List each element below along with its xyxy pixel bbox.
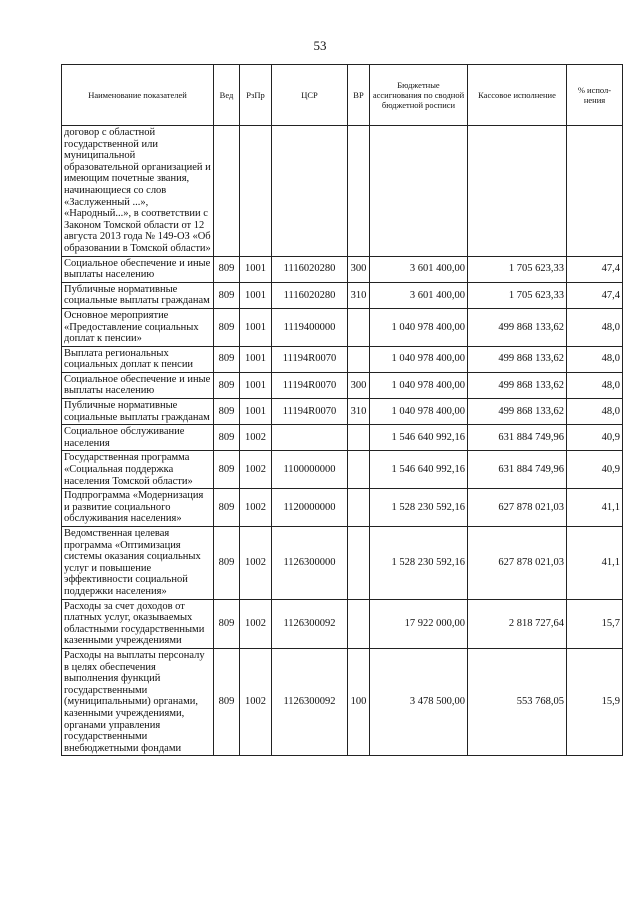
cell-pct: 48,0	[567, 346, 623, 372]
cell-name: Основное мероприятие «Предоставление социальных доплат к пенсии»	[62, 308, 214, 346]
cell-pct: 47,4	[567, 256, 623, 282]
cell-ved: 809	[214, 648, 240, 755]
table-row	[62, 648, 623, 755]
cell-csr: 1126300092	[272, 599, 348, 648]
header-pct: % испол-нения	[567, 65, 623, 126]
cell-cash: 499 868 133,62	[468, 399, 567, 425]
table-row	[62, 308, 623, 346]
cell-csr: 1116020280	[272, 282, 348, 308]
header-vr: ВР	[348, 65, 370, 126]
cell-name: Расходы на выплаты персоналу в целях обеспечения выполнения функций государственными (муниципальными) органами, казенными учреждениями, органами управления государственными внебюджетными фондами	[62, 648, 214, 755]
cell-rzpr: 1001	[240, 308, 272, 346]
cell-cash: 2 818 727,64	[468, 599, 567, 648]
cell-pct: 40,9	[567, 451, 623, 489]
cell-pct: 15,9	[567, 648, 623, 755]
cell-name: Социальное обеспечение и иные выплаты населению	[62, 256, 214, 282]
header-rzpr: РзПр	[240, 65, 272, 126]
table-row	[62, 399, 623, 425]
cell-vr: 300	[348, 372, 370, 398]
cell-rzpr: 1001	[240, 256, 272, 282]
cell-name: Публичные нормативные социальные выплаты гражданам	[62, 282, 214, 308]
cell-vr	[348, 425, 370, 451]
cell-csr	[272, 425, 348, 451]
cell-ved: 809	[214, 346, 240, 372]
cell-pct: 40,9	[567, 425, 623, 451]
cell-vr	[348, 308, 370, 346]
cell-budget: 1 546 640 992,16	[370, 451, 468, 489]
cell-rzpr: 1002	[240, 599, 272, 648]
cell-vr	[348, 451, 370, 489]
cell-cash: 631 884 749,96	[468, 425, 567, 451]
cell-vr: 310	[348, 282, 370, 308]
cell-pct: 47,4	[567, 282, 623, 308]
cell-cash: 499 868 133,62	[468, 346, 567, 372]
cell-csr: 1119400000	[272, 308, 348, 346]
cell-rzpr: 1002	[240, 489, 272, 527]
table-row	[62, 372, 623, 398]
header-name: Наименование показателей	[62, 65, 214, 126]
cell-ved: 809	[214, 256, 240, 282]
cell-pct	[567, 126, 623, 257]
cell-budget: 1 040 978 400,00	[370, 308, 468, 346]
cell-budget: 1 528 230 592,16	[370, 527, 468, 600]
cell-name: Социальное обеспечение и иные выплаты населению	[62, 372, 214, 398]
cell-rzpr: 1001	[240, 346, 272, 372]
page-number: 53	[313, 38, 327, 53]
table-row	[62, 599, 623, 648]
table-row	[62, 527, 623, 600]
cell-budget: 1 040 978 400,00	[370, 346, 468, 372]
cell-ved: 809	[214, 489, 240, 527]
cell-rzpr	[240, 126, 272, 257]
cell-pct: 41,1	[567, 489, 623, 527]
header-budget: Бюджетные ассигнования по сводной бюджетной росписи	[370, 65, 468, 126]
cell-ved: 809	[214, 451, 240, 489]
cell-cash: 1 705 623,33	[468, 256, 567, 282]
cell-csr: 1126300092	[272, 648, 348, 755]
cell-csr: 1116020280	[272, 256, 348, 282]
cell-ved: 809	[214, 527, 240, 600]
cell-ved: 809	[214, 282, 240, 308]
cell-rzpr: 1002	[240, 451, 272, 489]
cell-name: Подпрограмма «Модернизация и развитие социального обслуживания населения»	[62, 489, 214, 527]
cell-pct: 15,7	[567, 599, 623, 648]
cell-rzpr: 1001	[240, 399, 272, 425]
cell-ved: 809	[214, 308, 240, 346]
cell-budget: 3 601 400,00	[370, 256, 468, 282]
header-ved: Вед	[214, 65, 240, 126]
cell-name: Социальное обслуживание населения	[62, 425, 214, 451]
cell-ved	[214, 126, 240, 257]
cell-vr	[348, 126, 370, 257]
cell-pct: 48,0	[567, 399, 623, 425]
cell-name: Государственная программа «Социальная поддержка населения Томской области»	[62, 451, 214, 489]
cell-cash: 631 884 749,96	[468, 451, 567, 489]
table-row	[62, 425, 623, 451]
cell-pct: 48,0	[567, 308, 623, 346]
cell-budget: 1 040 978 400,00	[370, 372, 468, 398]
table-row	[62, 282, 623, 308]
cell-ved: 809	[214, 425, 240, 451]
cell-csr: 11194R0070	[272, 372, 348, 398]
cell-budget: 17 922 000,00	[370, 599, 468, 648]
table-row	[62, 256, 623, 282]
cell-vr: 300	[348, 256, 370, 282]
table-row	[62, 489, 623, 527]
cell-cash: 627 878 021,03	[468, 527, 567, 600]
cell-cash	[468, 126, 567, 257]
cell-cash: 499 868 133,62	[468, 372, 567, 398]
cell-budget: 3 601 400,00	[370, 282, 468, 308]
table-row	[62, 346, 623, 372]
table-row	[62, 451, 623, 489]
cell-ved: 809	[214, 599, 240, 648]
cell-name: Ведомственная целевая программа «Оптимизация системы оказания социальных услуг и повышение эффективности социальной поддержки населения»	[62, 527, 214, 600]
cell-budget: 3 478 500,00	[370, 648, 468, 755]
cell-csr: 11194R0070	[272, 399, 348, 425]
cell-csr	[272, 126, 348, 257]
cell-rzpr: 1002	[240, 527, 272, 600]
header-cash: Кассовое исполнение	[468, 65, 567, 126]
cell-name: Публичные нормативные социальные выплаты гражданам	[62, 399, 214, 425]
cell-vr	[348, 489, 370, 527]
cell-rzpr: 1001	[240, 372, 272, 398]
cell-cash: 1 705 623,33	[468, 282, 567, 308]
cell-cash: 499 868 133,62	[468, 308, 567, 346]
cell-budget	[370, 126, 468, 257]
cell-csr: 1120000000	[272, 489, 348, 527]
cell-budget: 1 040 978 400,00	[370, 399, 468, 425]
cell-ved: 809	[214, 399, 240, 425]
cell-pct: 41,1	[567, 527, 623, 600]
cell-cash: 553 768,05	[468, 648, 567, 755]
cell-name: договор с областной государственной или муниципальной образовательной организацией и имеющим почетные звания, начинающиеся со слов «Заслуженный ...», «Народный...», в соответствии с Законом Томской области от 12 августа 2013 года № 149-ОЗ «Об образовании в Томской области»	[62, 126, 214, 257]
cell-ved: 809	[214, 372, 240, 398]
cell-csr: 1126300000	[272, 527, 348, 600]
cell-rzpr: 1002	[240, 425, 272, 451]
cell-rzpr: 1002	[240, 648, 272, 755]
cell-vr	[348, 346, 370, 372]
cell-budget: 1 528 230 592,16	[370, 489, 468, 527]
cell-pct: 48,0	[567, 372, 623, 398]
table-header-row	[62, 65, 623, 126]
cell-vr: 100	[348, 648, 370, 755]
cell-csr: 1100000000	[272, 451, 348, 489]
table-row	[62, 126, 623, 257]
header-csr: ЦСР	[272, 65, 348, 126]
budget-execution-table	[61, 64, 623, 756]
cell-vr: 310	[348, 399, 370, 425]
cell-name: Выплата региональных социальных доплат к пенсии	[62, 346, 214, 372]
cell-csr: 11194R0070	[272, 346, 348, 372]
cell-rzpr: 1001	[240, 282, 272, 308]
cell-vr	[348, 527, 370, 600]
cell-name: Расходы за счет доходов от платных услуг, оказываемых областными государственными казенными учреждениями	[62, 599, 214, 648]
cell-budget: 1 546 640 992,16	[370, 425, 468, 451]
cell-cash: 627 878 021,03	[468, 489, 567, 527]
cell-vr	[348, 599, 370, 648]
